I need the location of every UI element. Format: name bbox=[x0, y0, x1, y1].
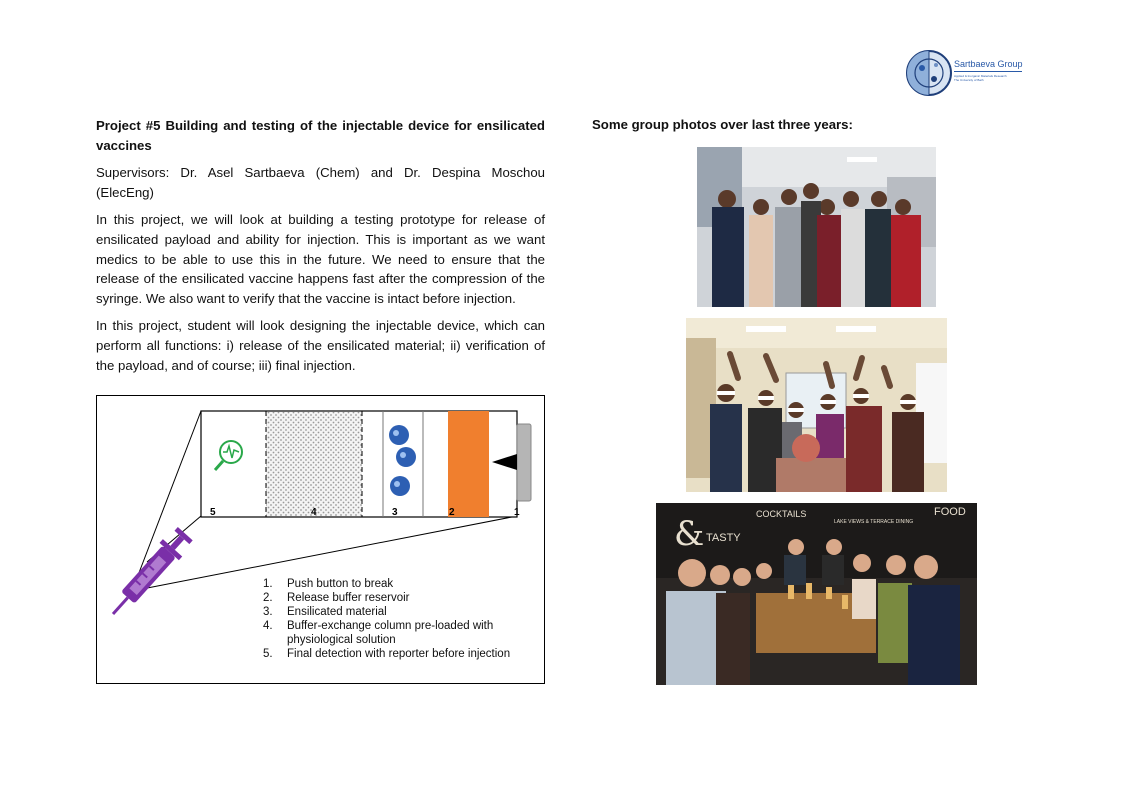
ampersand-sign: & bbox=[674, 514, 705, 554]
diagram-legend bbox=[263, 578, 517, 661]
legend-item: 4. Buffer-exchange column pre-loaded with physiological solution bbox=[263, 619, 494, 646]
logo-divider bbox=[954, 71, 1022, 72]
buffer-exchange-column bbox=[266, 412, 362, 516]
section-number-1: 1 bbox=[514, 507, 520, 518]
project-description bbox=[96, 116, 545, 383]
group-photo-restaurant bbox=[656, 503, 977, 685]
logo-subtitle-line2: The University of Bath bbox=[954, 78, 984, 82]
sign-cocktails: COCKTAILS bbox=[756, 509, 807, 519]
section-number-3: 3 bbox=[392, 507, 398, 518]
section-number-2: 2 bbox=[449, 507, 455, 518]
sign-lake-views: LAKE VIEWS & TERRACE DINING bbox=[834, 519, 914, 525]
project-title: Project #5 Building and testing of the injectable device for ensilicated vaccines bbox=[96, 118, 545, 153]
push-button bbox=[517, 424, 531, 501]
section-number-4: 4 bbox=[311, 507, 317, 518]
legend-item: 5. Final detection with reporter before injection bbox=[263, 647, 511, 660]
sartbaeva-group-logo bbox=[906, 48, 1031, 98]
injectable-device-diagram bbox=[96, 395, 545, 684]
logo-emblem-icon bbox=[906, 48, 952, 98]
section-number-5: 5 bbox=[210, 507, 216, 518]
legend-item: 2. Release buffer reservoir bbox=[263, 591, 410, 604]
group-photo-lab bbox=[697, 147, 936, 307]
legend-item: 1. Push button to break bbox=[263, 578, 394, 590]
group-photo-3d-glasses bbox=[686, 318, 947, 492]
logo-subtitle bbox=[954, 74, 1007, 82]
supervisors: Supervisors: Dr. Asel Sartbaeva (Chem) and Dr. Despina Moschou (ElecEng) bbox=[96, 165, 545, 200]
logo-subtitle-line1: Applied & Inorganic Materials Research bbox=[954, 74, 1007, 78]
sign-tasty: TASTY bbox=[706, 532, 741, 544]
paragraph-2: In this project, student will look designing the injectable device, which can perform all functions: i) release of the ensilicated material; ii) verification of the payload, and of course; iii) final injection. bbox=[96, 318, 545, 373]
logo-name: Sartbaeva Group bbox=[954, 59, 1023, 69]
buffer-reservoir bbox=[448, 411, 489, 517]
paragraph-1: In this project, we will look at building a testing prototype for release of ensilicated payload and ability for injection. This is important as we want medics to be able to use this in the future. We need to ensure that the release of the ensilicated vaccine happens fast after the compression of the syringe. We also want to verify that the vaccine is intact before injection. bbox=[96, 212, 545, 306]
legend-item: 3. Ensilicated material bbox=[263, 605, 387, 618]
syringe-icon bbox=[103, 525, 195, 623]
sign-food: FOOD bbox=[934, 506, 966, 518]
photos-heading: Some group photos over last three years: bbox=[592, 117, 853, 132]
